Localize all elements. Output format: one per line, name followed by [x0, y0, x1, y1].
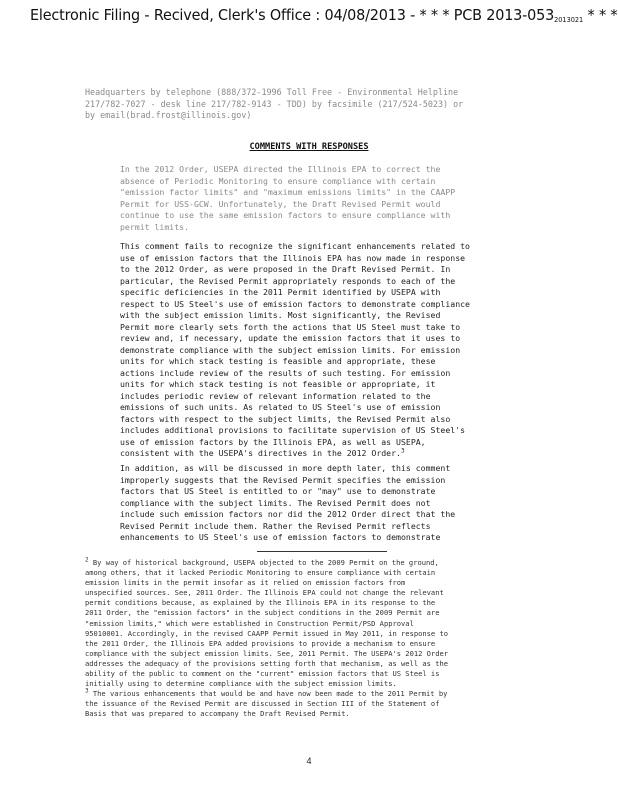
footnote-3-text: The various enhancements that would be and have now been made to the 2011 Permit by the issuance of the Revised Permit are discussed in Section III of the Statement of Basis that was prepared to accompany the Draft Revised Permit. — [85, 689, 448, 719]
section-heading: COMMENTS WITH RESPONSES — [249, 142, 369, 152]
intro-contact-paragraph: Headquarters by telephone (888/372-1996 Toll Free - Environmental Helpline 217/782-7027 - desk line 217/782-9143 - TDD) by facsimile (217/524-5023) or by email(brad.frost@illinois.gov) — [85, 87, 464, 120]
comment-paragraph: In the 2012 Order, USEPA directed the Illinois EPA to correct the absence of Periodic Monitoring to ensure compliance with certain "emission factor limits" and "maximum emissions limits" in the CAAPP Permit for USS-GCW. Unfortunately, the Draft Revised Permit would continue to use the same emission factors to ensure compliance with permit limits. — [120, 164, 456, 232]
filing-stamp-text: Electronic Filing - Recived, Clerk's Office : 04/08/2013 - * * * PCB 2013-053 — [30, 6, 555, 24]
footnote-2-mark: 2 — [85, 556, 89, 564]
response-paragraph-1 — [120, 241, 560, 460]
filing-stamp-suffix: 2013021 — [554, 16, 584, 24]
page-number: 4 — [306, 756, 312, 766]
footnote-3-mark: 3 — [85, 687, 89, 695]
footnote-2-text: By way of historical background, USEPA objected to the 2009 Permit on the ground, among others, that it lacked Periodic Monitoring to ensure compliance with certain emission limits in the permit insofar as it relied on emission factors from unspecified sources. See, 2011 Order. The Illinois EPA could not change the relevant permit conditions because, as explained by the Illinois EPA in its response to the 2011 Order, the "emission factors" in the subject conditions in the 2009 Permit are "emission limits," which were established in Construction Permit/PSD Approval 95010001. Accordingly, in the revised CAAPP Permit issued in May 2011, in response to the 2011 Order, the Illinois EPA added provisions to provide a mechanism to ensure compliance with the subject emission limits. See, 2011 Permit. The USEPA's 2012 Order addresses the adequacy of the provisions setting forth that mechanism, as well as the ability of the public to comment on the "current" emission factors that US Steel is initially using to determine compliance with the subject emission limits. — [85, 558, 449, 689]
response-paragraph-1-text: This comment fails to recognize the significant enhancements related to use of emission factors that the Illinois EPA has now made in response to the 2012 Order, as were proposed in the Draft Revised Permit. In particular, the Revised Permit appropriately responds to each of the specific deficiencies in the 2011 Permit identified by USEPA with respect to US Steel's use of emission factors to demonstrate compliance with the subject emission limits. Most significantly, the Revised Permit more clearly sets forth the actions that US Steel must take to review and, if necessary, update the emission factors that it uses to demonstrate compliance with the subject emission limits. For emission units for which stack testing is feasible and appropriate, these actions include review of the results of such testing. For emission units for which stack testing is not feasible or appropriate, it includes periodic review of relevant information related to the emissions of such units. As related to US Steel's use of emission factors with respect to the subject limits, the Revised Permit also includes additional provisions to facilitate supervision of US Steel's use of emission factors by the Illinois EPA, as well as USEPA, consistent with the USEPA's directives in the 2012 Order. — [120, 241, 470, 458]
footnote-divider — [257, 551, 387, 552]
response-paragraph-2: In addition, as will be discussed in more depth later, this comment improperly suggests that the Revised Permit specifies the emission factors that US Steel is entitled to or "may" use to demonstrate compliance with the subject limits. The Revised Permit does not include such emission factors nor did the 2012 Order direct that the Revised Permit include them. Rather the Revised Permit reflects enhancements to US Steel's use of emission factors to demonstrate — [120, 463, 456, 542]
filing-stamp-tail: * * * — [583, 6, 618, 24]
filing-stamp-header — [30, 6, 618, 24]
footnote-reference-3: 3 — [400, 447, 405, 455]
footnotes-section — [85, 558, 565, 720]
